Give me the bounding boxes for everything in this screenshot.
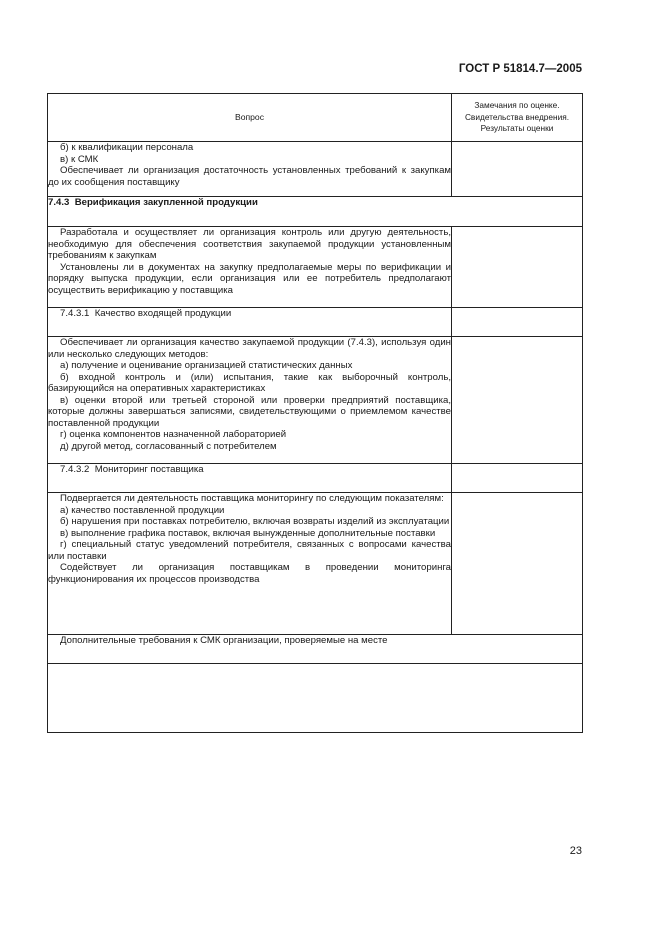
additional-requirements-heading bbox=[48, 635, 583, 664]
question-text: Установлены ли в документах на закупку предполагаемые меры по верификации и порядку выпуска продукции, если организация или ее потребитель предполагают осуществить верификацию у поставщика bbox=[48, 261, 451, 296]
remarks-cell[interactable] bbox=[452, 493, 583, 635]
question-text: б) нарушения при поставках потребителю, включая возвраты изделий из эксплуатации bbox=[60, 516, 450, 527]
question-text: в) оценки второй или третьей стороной или проверки предприятий поставщика, которые должны завершаться записями, свидетельствующими о приемлемом качестве поставленной продукции bbox=[48, 394, 451, 429]
remarks-cell[interactable] bbox=[452, 227, 583, 308]
notes-row bbox=[48, 664, 583, 733]
subsection-title: Мониторинг поставщика bbox=[94, 464, 204, 475]
question-cell bbox=[48, 337, 452, 464]
question-text: Обеспечивает ли организация достаточность установленных требований к закупкам до их сообщения поставщику bbox=[48, 165, 451, 188]
question-text: г) специальный статус уведомлений потребителя, связанных с вопросами качества или поставки bbox=[48, 539, 451, 562]
standard-code: ГОСТ Р 51814.7—2005 bbox=[458, 63, 582, 75]
question-text: б) входной контроль и (или) испытания, такие как выборочный контроль, базирующийся на оперативных характеристиках bbox=[48, 371, 451, 394]
column-header-remarks bbox=[452, 94, 583, 142]
question-text: в) выполнение графика поставок, включая вынужденные дополнительные поставки bbox=[60, 527, 436, 539]
subsection-heading-row bbox=[48, 308, 583, 337]
question-cell bbox=[48, 142, 452, 197]
question-text: д) другой метод, согласованный с потребителем bbox=[60, 440, 277, 452]
remarks-cell[interactable] bbox=[452, 142, 583, 197]
column-header-question: Вопрос bbox=[48, 94, 452, 142]
remarks-header-line: Результаты оценки bbox=[480, 123, 554, 134]
question-text: Разработала и осуществляет ли организация контроль или другую деятельность, необходимую для обеспечения соответствия закупаемой продукции установленным требованиям к закупкам bbox=[48, 227, 451, 261]
table-row bbox=[48, 227, 583, 308]
question-text: в) к СМК bbox=[60, 153, 99, 165]
table-row bbox=[48, 493, 583, 635]
additional-requirements-text: Дополнительные требования к СМК организации, проверяемые на месте bbox=[60, 635, 388, 646]
subsection-number: 7.4.3.2 bbox=[60, 464, 90, 475]
question-text: Содействует ли организация поставщикам в проведении мониторинга функционирования их процессов производства bbox=[48, 562, 451, 585]
question-text: а) получение и оценивание организацией статистических данных bbox=[60, 360, 353, 371]
subsection-title: Качество входящей продукции bbox=[94, 308, 232, 319]
section-title: Верификация закупленной продукции bbox=[74, 197, 258, 208]
table-row bbox=[48, 337, 583, 464]
question-text: г) оценка компонентов назначенной лабораторией bbox=[60, 429, 287, 440]
subsection-heading-row bbox=[48, 464, 583, 493]
remarks-header-line: Замечания по оценке. bbox=[474, 100, 560, 111]
additional-requirements-row bbox=[48, 635, 583, 664]
audit-checklist-table bbox=[47, 93, 583, 733]
section-number: 7.4.3 bbox=[48, 197, 70, 208]
question-text: Подвергается ли деятельность поставщика мониторингу по следующим показателям: bbox=[60, 493, 444, 504]
remarks-cell[interactable] bbox=[452, 308, 583, 337]
page-number: 23 bbox=[569, 845, 582, 857]
subsection-heading-7-4-3-2 bbox=[48, 464, 452, 493]
question-cell bbox=[48, 227, 452, 308]
notes-cell[interactable] bbox=[48, 664, 583, 733]
section-heading-row bbox=[48, 197, 583, 227]
remarks-cell[interactable] bbox=[452, 464, 583, 493]
question-text: б) к квалификации персонала bbox=[60, 142, 194, 153]
question-cell bbox=[48, 493, 452, 635]
remarks-header-line: Свидетельства внедрения. bbox=[464, 111, 570, 122]
subsection-heading-7-4-3-1 bbox=[48, 308, 452, 337]
subsection-number: 7.4.3.1 bbox=[60, 308, 90, 319]
section-heading-7-4-3 bbox=[48, 197, 583, 227]
question-text: а) качество поставленной продукции bbox=[60, 504, 225, 516]
remarks-cell[interactable] bbox=[452, 337, 583, 464]
question-text: Обеспечивает ли организация качество закупаемой продукции (7.4.3), используя один или несколько следующих методов: bbox=[48, 337, 451, 360]
table-row bbox=[48, 142, 583, 197]
table-header-row bbox=[48, 94, 583, 142]
